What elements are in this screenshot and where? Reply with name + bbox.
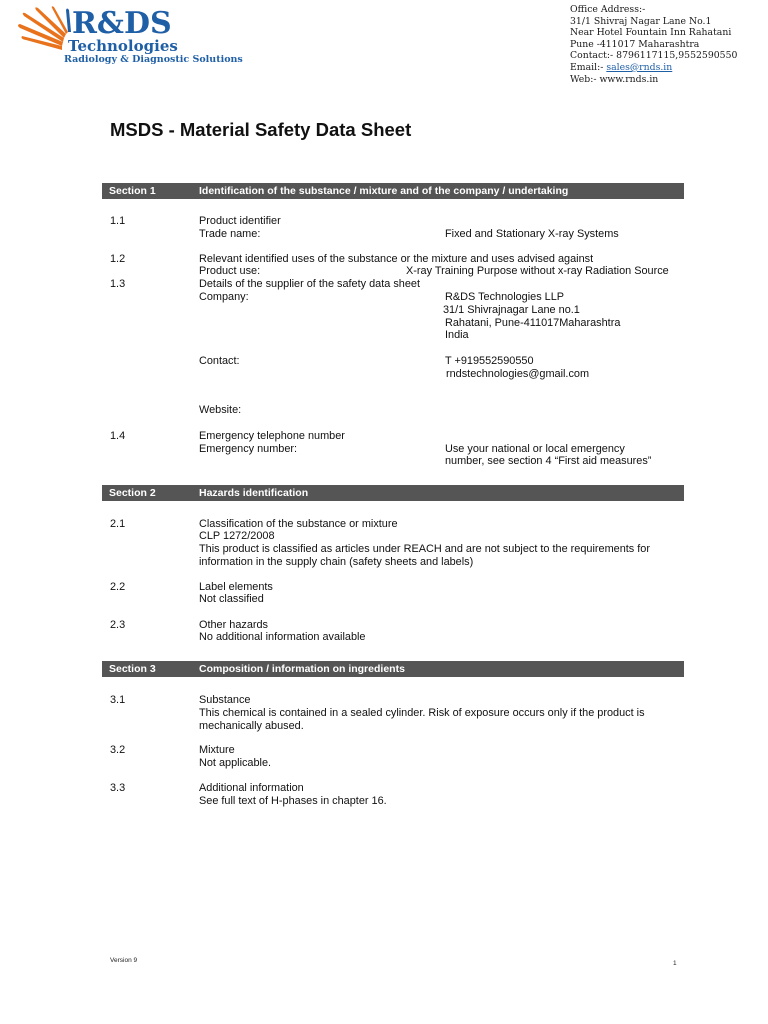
section-1-header bbox=[102, 183, 684, 199]
email-link[interactable]: sales@rnds.in bbox=[606, 61, 673, 73]
section-number: Section 1 bbox=[109, 185, 156, 197]
logo-subtitle: Technologies bbox=[68, 37, 178, 55]
item-heading: Relevant identified uses of the substance or the mixture and uses advised against bbox=[199, 253, 594, 265]
office-web: Web:- www.rnds.in bbox=[570, 73, 659, 85]
item-number: 2.3 bbox=[110, 619, 126, 631]
footer-version: Version 9 bbox=[110, 957, 138, 964]
item-number: 1.4 bbox=[110, 430, 126, 442]
section-number: Section 2 bbox=[109, 487, 156, 499]
field-value: Not applicable. bbox=[199, 757, 272, 769]
company-address: 31/1 Shivrajnagar Lane no.1 bbox=[443, 304, 580, 316]
item-heading: Label elements bbox=[199, 581, 273, 593]
item-number: 1.3 bbox=[110, 278, 126, 290]
contact-phone: T +919552590550 bbox=[445, 355, 534, 367]
company-address: Rahatani, Pune-411017Maharashtra bbox=[445, 317, 621, 329]
office-heading: Office Address:- bbox=[570, 4, 646, 15]
item-heading: Classification of the substance or mixture bbox=[199, 518, 398, 530]
item-heading: Product identifier bbox=[199, 215, 281, 227]
field-label: Company: bbox=[199, 291, 249, 303]
office-address bbox=[570, 4, 737, 85]
logo-tagline: Radiology & Diagnostic Solutions bbox=[64, 54, 243, 65]
item-number: 3.2 bbox=[110, 744, 126, 756]
office-email-label: Email:- bbox=[570, 61, 607, 73]
section-title: Hazards identification bbox=[199, 487, 309, 499]
section-2-header bbox=[102, 485, 684, 501]
item-heading: Emergency telephone number bbox=[199, 430, 345, 442]
office-contact: Contact:- 8796117115,9552590550 bbox=[570, 50, 738, 62]
field-value: See full text of H-phases in chapter 16. bbox=[199, 795, 387, 807]
page-title: MSDS - Material Safety Data Sheet bbox=[110, 119, 412, 140]
item-heading: Other hazards bbox=[199, 619, 269, 631]
section-3-header bbox=[102, 661, 684, 677]
item-heading: Mixture bbox=[199, 744, 235, 756]
field-value: Not classified bbox=[199, 593, 264, 605]
page-number: 1 bbox=[673, 960, 677, 967]
field-value: No additional information available bbox=[199, 631, 366, 643]
office-line3: Pune -411017 Maharashtra bbox=[570, 38, 700, 50]
paragraph: This product is classified as articles under REACH and are not subject to the requirements for information in the supply chain (safety sheets and labels) bbox=[199, 543, 650, 568]
logo-brand: R&DS bbox=[72, 6, 172, 41]
item-heading: Additional information bbox=[199, 782, 304, 794]
contact-email[interactable]: rndstechnologies@gmail.com bbox=[446, 368, 590, 380]
item-heading: Substance bbox=[199, 694, 251, 706]
company-country: India bbox=[445, 329, 469, 341]
item-number: 1.2 bbox=[110, 253, 126, 265]
item-number: 3.1 bbox=[110, 694, 126, 706]
field-value: X-ray Training Purpose without x-ray Radiation Source bbox=[406, 265, 669, 277]
field-value: Use your national or local emergency bbox=[445, 443, 625, 455]
field-value: CLP 1272/2008 bbox=[199, 530, 275, 542]
section-title: Identification of the substance / mixture and of the company / undertaking bbox=[199, 185, 569, 197]
section-number: Section 3 bbox=[109, 663, 156, 675]
item-number: 2.1 bbox=[110, 518, 126, 530]
company-name: R&DS Technologies LLP bbox=[445, 291, 565, 303]
item-number: 3.3 bbox=[110, 782, 126, 794]
office-email-row bbox=[570, 62, 737, 74]
field-label: Website: bbox=[199, 404, 242, 416]
field-value: Fixed and Stationary X-ray Systems bbox=[445, 228, 619, 240]
item-heading: Details of the supplier of the safety data sheet bbox=[199, 278, 420, 290]
section-title: Composition / information on ingredients bbox=[199, 663, 405, 675]
field-label: Trade name: bbox=[199, 228, 261, 240]
field-label: Emergency number: bbox=[199, 443, 298, 455]
field-label: Product use: bbox=[199, 265, 261, 277]
company-logo bbox=[16, 6, 246, 70]
item-number: 1.1 bbox=[110, 215, 126, 227]
office-line2: Near Hotel Fountain Inn Rahatani bbox=[570, 27, 732, 39]
field-label: Contact: bbox=[199, 355, 240, 367]
item-number: 2.2 bbox=[110, 581, 126, 593]
paragraph: This chemical is contained in a sealed cylinder. Risk of exposure occurs only if the product is mechanically abused. bbox=[199, 707, 645, 732]
office-line1: 31/1 Shivraj Nagar Lane No.1 bbox=[570, 15, 712, 27]
field-value: number, see section 4 “First aid measures” bbox=[445, 455, 652, 467]
